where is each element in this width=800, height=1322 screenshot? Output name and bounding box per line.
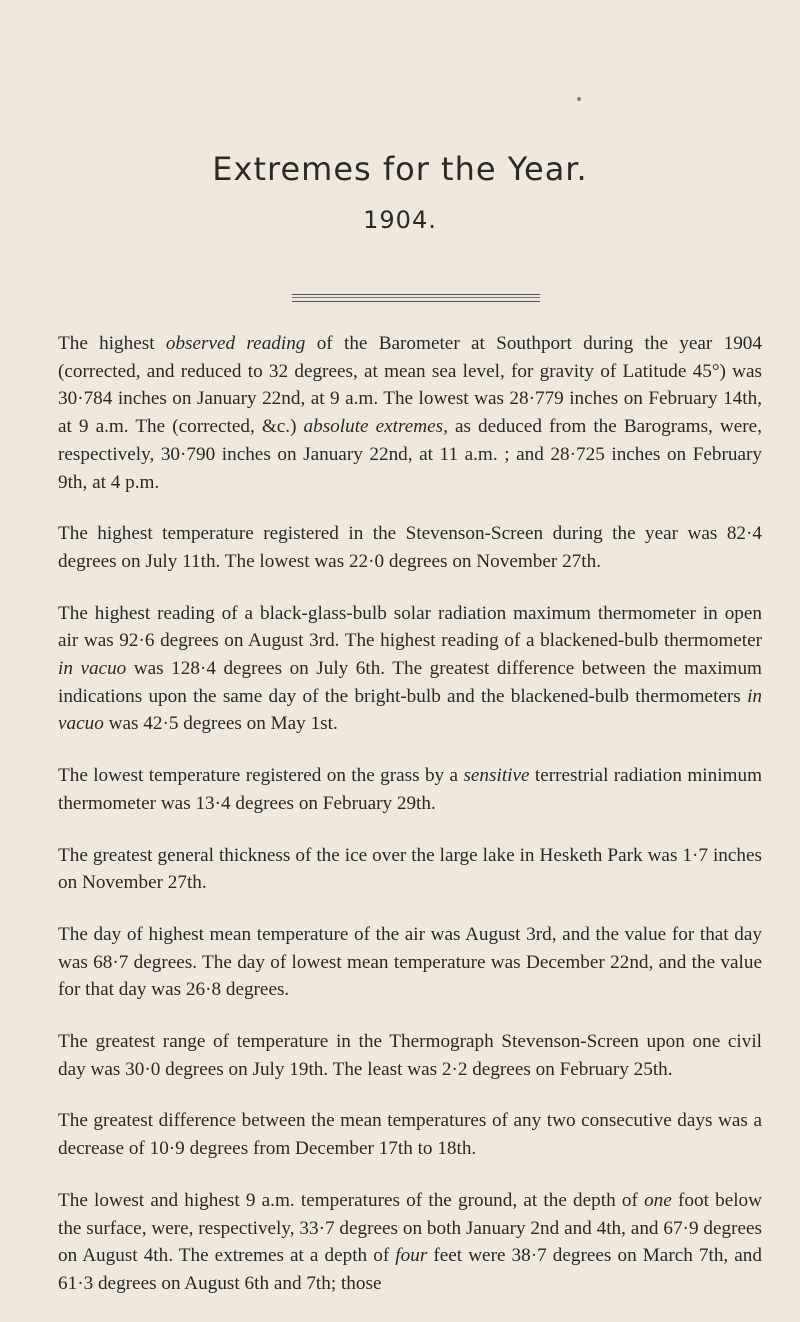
- italic-run: sensitive: [463, 765, 530, 787]
- divider-rule: [292, 294, 540, 302]
- paragraph-ice-thickness: The greatest general thickness of the ice over the large lake in Hesketh Park was 1·7 inches on November 27th.: [58, 844, 762, 894]
- paragraph-mean-temperature: The day of highest mean temperature of the air was August 3rd, and the value for that day was 68·7 degrees. The day of lowest mean temperature was December 22nd, and the value for that day was 26·8 degrees.: [58, 923, 762, 1001]
- italic-run: observed reading: [165, 333, 306, 354]
- paragraph-barometer: [58, 330, 762, 496]
- italic-run: absolute extremes,: [303, 416, 448, 438]
- text-run: The lowest temperature registered on the grass by a: [58, 765, 464, 787]
- text-run: The highest: [58, 333, 166, 354]
- text-run: of the Barometer at Southport during the year 1904 (corrected, and reduced to 32 degrees, at mean sea level, for gravity of Latitude 45°) was 30·784 inches on January 22nd, at 9 a.m. The lowest was 28·779 inches on February 14th, at 9 a.m. The (corrected, &c.): [58, 333, 762, 438]
- text-run: The lowest and highest 9 a.m. temperatures of the ground, at the depth of: [58, 1189, 645, 1211]
- italic-run: four: [395, 1245, 428, 1267]
- speck-mark: [577, 97, 581, 101]
- page-year: 1904.: [363, 206, 437, 234]
- text-run: The highest reading of a black-glass-bulb solar radiation maximum thermometer in open air was 92·6 degrees on August 3rd. The highest reading of a blackened-bulb thermometer: [58, 602, 762, 652]
- paragraph-screen-temperature: The highest temperature registered in the Stevenson-Screen during the year was 82·4 degrees on July 11th. The lowest was 22·0 degrees on November 27th.: [58, 523, 762, 572]
- paragraph-consecutive-days: The greatest difference between the mean temperatures of any two consecutive days was a decrease of 10·9 degrees from December 17th to 18th.: [58, 1110, 762, 1160]
- text-run: as deduced from the Barograms, were, respectively, 30·790 inches on January 22nd, at 11 a.m. ; and 28·725 inches on February 9th, at 4 p.m.: [58, 416, 762, 493]
- paragraph-solar-radiation: [58, 600, 762, 739]
- paragraph-ground-temperature: [58, 1187, 762, 1298]
- paragraph-grass-minimum: [58, 762, 762, 817]
- body-text: [58, 330, 762, 1322]
- italic-run: one: [644, 1189, 672, 1211]
- text-run: terrestrial radiation minimum thermometer was 13·4 degrees on February 29th.: [58, 765, 762, 814]
- text-run: was 42·5 degrees on May 1st.: [103, 713, 338, 735]
- text-run: feet were 38·7 degrees on March 7th, and 61·3 degrees on August 6th and 7th; those: [58, 1245, 762, 1294]
- page-title: Extremes for the Year.: [212, 150, 588, 188]
- italic-run: in vacuo: [58, 658, 127, 680]
- paragraph-thermograph-range: The greatest range of temperature in the Thermograph Stevenson-Screen upon one civil day was 30·0 degrees on July 19th. The least was 2·2 degrees on February 25th.: [58, 1031, 762, 1080]
- text-run: foot below the surface, were, respectively, 33·7 degrees on both January 2nd and 4th, and 67·9 degrees on August 4th. The extremes at a depth of: [58, 1189, 762, 1267]
- italic-run: in vacuo: [58, 685, 762, 735]
- text-run: was 128·4 degrees on July 6th. The greatest difference between the maximum indications upon the same day of the bright-bulb and the blackened-bulb thermometers: [58, 658, 762, 707]
